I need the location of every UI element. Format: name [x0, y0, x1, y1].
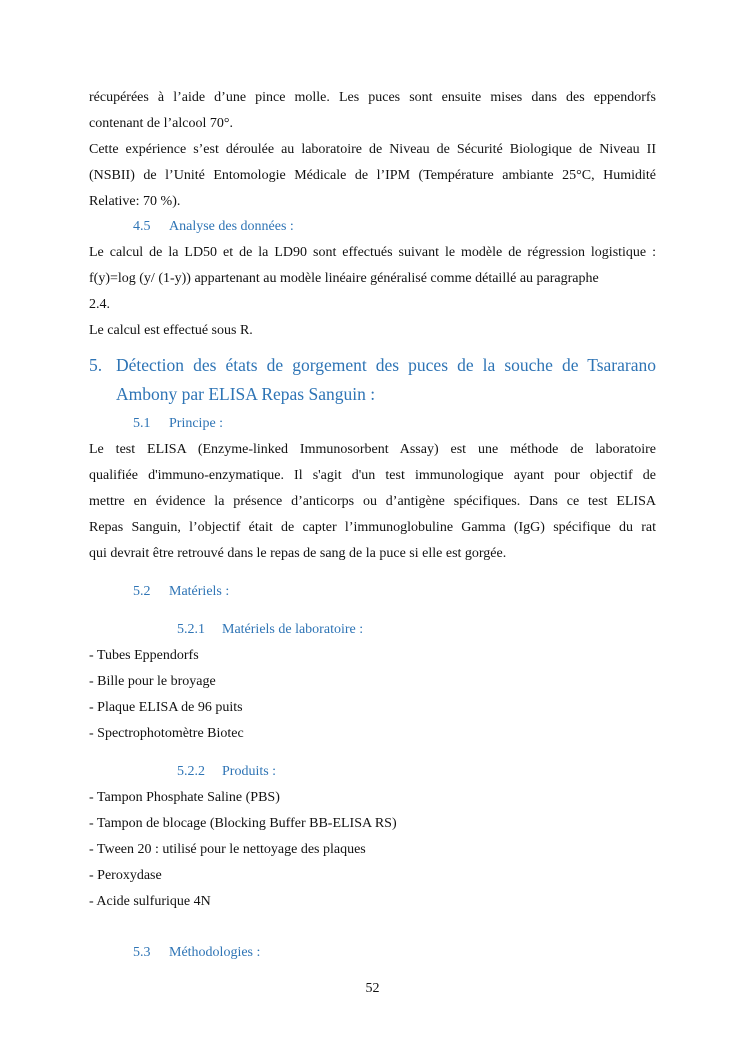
- para5-line1: Le test ELISA (Enzyme-linked Immunosorbent Assay) est une méthode de laboratoire: [89, 442, 656, 457]
- heading-number: 5.2.1: [177, 622, 205, 637]
- heading-title: Matériels :: [169, 584, 230, 599]
- heading-title: Produits :: [222, 764, 277, 779]
- list-item: - Bille pour le broyage: [89, 674, 216, 689]
- heading-title: Analyse des données :: [169, 219, 294, 234]
- list-item: - Tween 20 : utilisé pour le nettoyage des plaques: [89, 842, 366, 857]
- list-item: - Acide sulfurique 4N: [89, 894, 211, 909]
- heading-5-2-1: [177, 617, 637, 643]
- para5-line5: qui devrait être retrouvé dans le repas de sang de la puce si elle est gorgée.: [89, 546, 507, 561]
- heading-number: 5.1: [133, 416, 151, 431]
- heading-5-2: [133, 579, 633, 605]
- para2-line3: Relative: 70 %).: [89, 194, 181, 209]
- para4: Le calcul est effectué sous R.: [89, 323, 253, 338]
- list-item: - Tubes Eppendorfs: [89, 648, 199, 663]
- heading-line1: Détection des états de gorgement des puces de la souche de Tsararano: [116, 355, 656, 375]
- heading-4-5: [133, 214, 633, 240]
- para2-line1: Cette expérience s’est déroulée au laboratoire de Niveau de Sécurité Biologique de Niveau II: [89, 142, 656, 157]
- heading-number: 4.5: [133, 219, 151, 234]
- heading-title: Méthodologies :: [169, 945, 261, 960]
- heading-5: [89, 351, 656, 380]
- para3-line2: f(y)=log (y/ (1-y)) appartenant au modèle linéaire généralisé comme détaillé au paragraphe: [89, 271, 599, 286]
- list-item: - Peroxydase: [89, 868, 162, 883]
- heading-5-line2: Ambony par ELISA Repas Sanguin :: [116, 384, 376, 404]
- list-item: - Tampon Phosphate Saline (PBS): [89, 790, 280, 805]
- para2-line2: (NSBII) de l’Unité Entomologie Médicale de l’IPM (Température ambiante 25°C, Humidité: [89, 168, 656, 183]
- para1-line1: récupérées à l’aide d’une pince molle. Les puces sont ensuite mises dans des eppendorfs: [89, 90, 656, 105]
- heading-5-2-2: [177, 759, 637, 785]
- para5-line4: Repas Sanguin, l’objectif était de capter l’immunoglobuline Gamma (IgG) spécifique du rat: [89, 520, 656, 535]
- para3-line3: 2.4.: [89, 297, 110, 312]
- heading-title: Matériels de laboratoire :: [222, 622, 364, 637]
- heading-number: 5.2.2: [177, 764, 205, 779]
- heading-title: Principe :: [169, 416, 224, 431]
- para3-line1: Le calcul de la LD50 et de la LD90 sont effectués suivant le modèle de régression logistique :: [89, 245, 656, 260]
- para5-line2: qualifiée d'immuno-enzymatique. Il s'agit d'un test immunologique ayant pour objectif de: [89, 468, 656, 483]
- heading-number: 5.2: [133, 584, 151, 599]
- list-item: - Plaque ELISA de 96 puits: [89, 700, 243, 715]
- para1-line2: contenant de l’alcool 70°.: [89, 116, 233, 131]
- list-item: - Spectrophotomètre Biotec: [89, 726, 244, 741]
- heading-5-3: [133, 940, 633, 966]
- heading-5-1: [133, 411, 633, 437]
- heading-number: 5.: [89, 355, 103, 375]
- page-number: 52: [365, 981, 380, 996]
- list-item: - Tampon de blocage (Blocking Buffer BB-ELISA RS): [89, 816, 397, 831]
- para5-line3: mettre en évidence la présence d’anticorps ou d’antigène spécifiques. Dans ce test ELISA: [89, 494, 656, 509]
- heading-number: 5.3: [133, 945, 151, 960]
